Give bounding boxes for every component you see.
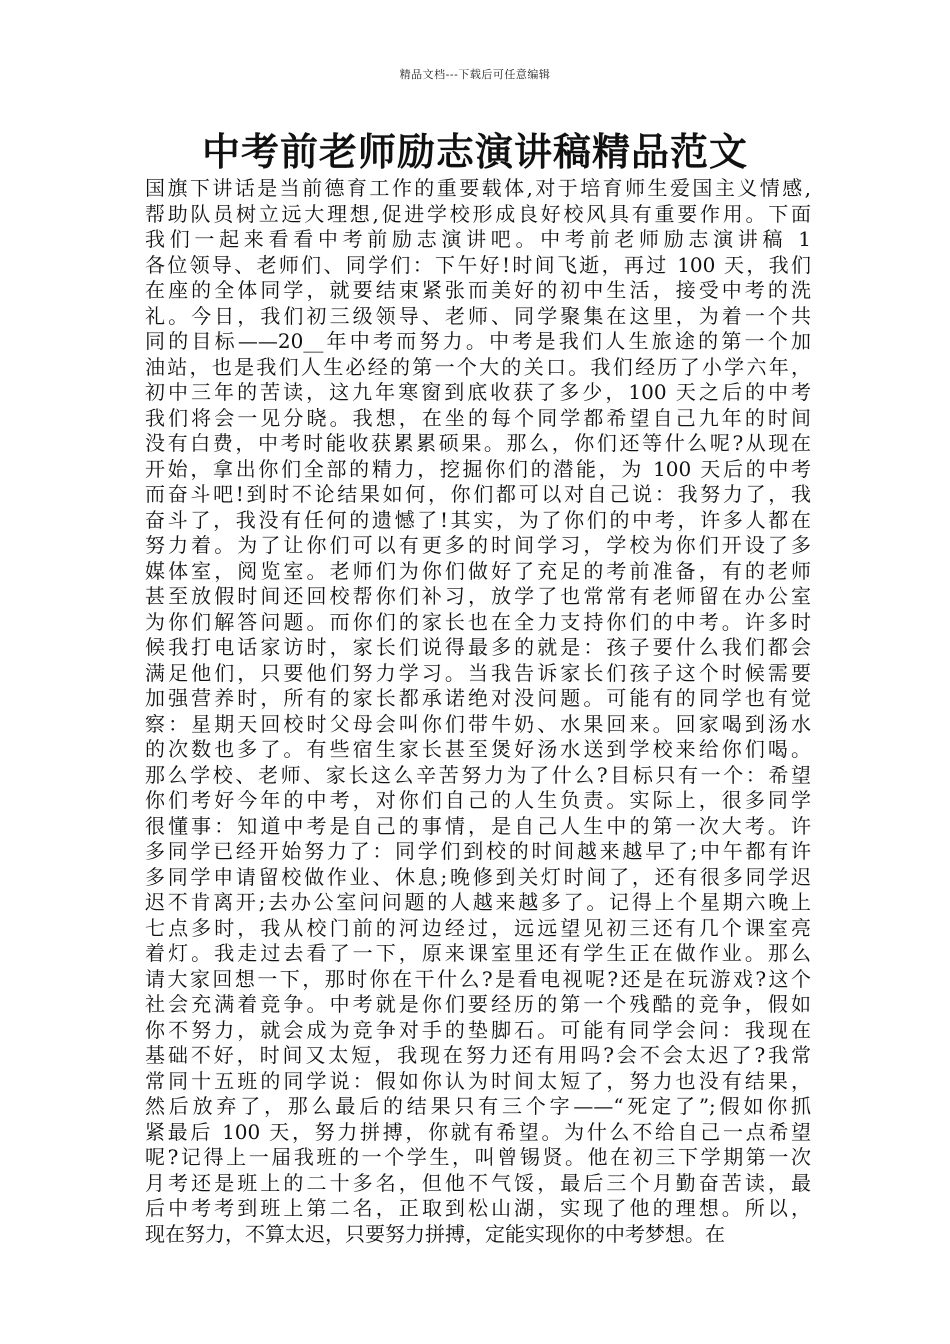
text-line: 加强营养时，所有的家长都承诺绝对没问题。可能有的同学也有觉 [145, 686, 811, 710]
text-line: 我们一起来看看中考前励志演讲吧。中考前老师励志演讲稿 1 [145, 227, 811, 251]
text-line: 国旗下讲话是当前德育工作的重要载体,对于培育师生爱国主义情感, [145, 176, 811, 200]
text-line: 月考还是班上的二十多名，但他不气馁，最后三个月勤奋苦读，最 [145, 1170, 811, 1195]
text-line: 油站，也是我们人生必经的第一个大的关口。我们经历了小学六年， [145, 354, 811, 379]
text-line: 奋斗了，我没有任何的遗憾了!其实，为了你们的中考，许多人都在 [145, 507, 811, 532]
text-line: 常同十五班的同学说：假如你认为时间太短了，努力也没有结果， [145, 1068, 811, 1093]
text-line: 在座的全体同学，就要结束紧张而美好的初中生活，接受中考的洗 [145, 278, 811, 302]
text-line: 现在努力，不算太迟，只要努力拼搏，定能实现你的中考梦想。在 [145, 1221, 725, 1246]
text-line: 为你们解答问题。而你们的家长也在全力支持你们的中考。许多时 [145, 609, 811, 634]
text-line: 着灯。我走过去看了一下，原来课室里还有学生正在做作业。那么 [145, 941, 811, 965]
text-line: 基础不好，时间又太短，我现在努力还有用吗?会不会太迟了?我常 [145, 1043, 811, 1067]
text-line: 开始，拿出你们全部的精力，挖掘你们的潜能，为 100 天后的中考 [145, 456, 811, 481]
text-line: 媒体室，阅览室。老师们为你们做好了充足的考前准备，有的老师 [145, 558, 811, 583]
text-line: 七点多时，我从校门前的河边经过，远远望见初三还有几个课室亮 [145, 915, 811, 940]
text-line: 察：星期天回校时父母会叫你们带牛奶、水果回来。回家喝到汤水 [145, 711, 811, 736]
text-line: 请大家回想一下，那时你在干什么?是看电视呢?还是在玩游戏?这个 [145, 966, 811, 991]
text-line: 呢?记得上一届我班的一个学生，叫曾锡贤。他在初三下学期第一次 [145, 1145, 811, 1169]
text-line: 那么学校、老师、家长这么辛苦努力为了什么?目标只有一个：希望 [145, 762, 811, 787]
text-line: 没有白费，中考时能收获累累硕果。那么，你们还等什么呢?从现在 [145, 431, 811, 455]
text-line: 礼。今日，我们初三级领导、老师、同学聚集在这里，为着一个共 [145, 303, 811, 328]
text-line: 你们考好今年的中考，对你们自己的人生负责。实际上，很多同学 [145, 788, 811, 812]
text-line: 你不努力，就会成为竞争对手的垫脚石。可能有同学会问：我现在 [145, 1017, 811, 1042]
text-line: 的次数也多了。有些宿生家长甚至煲好汤水送到学校来给你们喝。 [145, 737, 811, 761]
text-line: 努力着。为了让你们可以有更多的时间学习，学校为你们开设了多 [145, 533, 811, 557]
text-line: 甚至放假时间还回校帮你们补习，放学了也常常有老师留在办公室 [145, 584, 811, 608]
text-line: 各位领导、老师们、同学们：下午好!时间飞逝，再过 100 天，我们 [145, 252, 811, 277]
text-line: 很懂事：知道中考是自己的事情，是自己人生中的第一次大考。许 [145, 813, 811, 838]
header-note: 精品文档---下载后可任意编辑 [399, 68, 551, 81]
text-line: 迟不肯离开;去办公室问问题的人越来越多了。记得上个星期六晚上 [145, 890, 811, 914]
text-line: 紧最后 100 天，努力拼搏，你就有希望。为什么不给自己一点希望 [145, 1119, 811, 1144]
text-line: 社会充满着竞争。中考就是你们要经历的第一个残酷的竞争，假如 [145, 992, 811, 1016]
text-line: 我们将会一见分晓。我想，在坐的每个同学都希望自己九年的时间 [145, 405, 811, 430]
text-line: 同的目标——20__年中考而努力。中考是我们人生旅途的第一个加 [145, 329, 811, 353]
body-text [145, 176, 811, 1247]
text-line: 初中三年的苦读，这九年寒窗到底收获了多少，100 天之后的中考 [145, 380, 811, 404]
text-line: 满足他们，只要他们努力学习。当我告诉家长们孩子这个时候需要 [145, 660, 811, 685]
text-line: 然后放弃了，那么最后的结果只有三个字——“死定了”;假如你抓 [145, 1094, 811, 1118]
text-line: 后中考考到班上第二名，正取到松山湖，实现了他的理想。所以， [145, 1196, 811, 1220]
text-line: 帮助队员树立远大理想,促进学校形成良好校风具有重要作用。下面 [145, 201, 811, 226]
text-line: 候我打电话家访时，家长们说得最多的就是：孩子要什么我们都会 [145, 635, 811, 659]
text-line: 而奋斗吧!到时不论结果如何，你们都可以对自己说：我努力了，我 [145, 482, 811, 506]
text-line: 多同学已经开始努力了：同学们到校的时间越来越早了;中午都有许 [145, 839, 811, 863]
text-line: 多同学申请留校做作业、休息;晚修到关灯时间了，还有很多同学迟 [145, 864, 811, 889]
document-title: 中考前老师励志演讲稿精品范文 [201, 129, 748, 174]
